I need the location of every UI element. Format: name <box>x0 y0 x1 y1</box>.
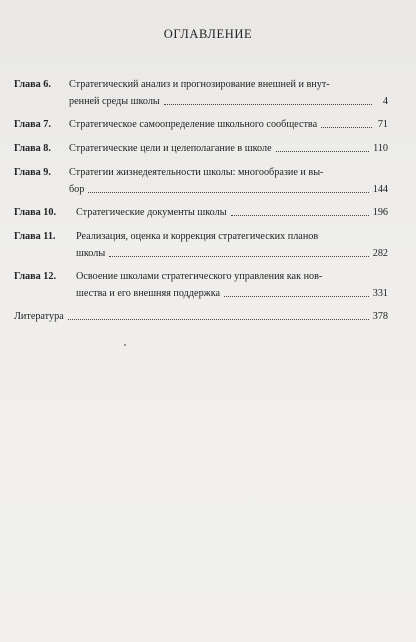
bibliography-label: Литература <box>14 311 64 322</box>
paper-speck <box>124 344 126 346</box>
chapter-label: Глава 9. <box>14 167 51 178</box>
chapter-label: Глава 7. <box>14 119 51 130</box>
chapter-title: Стратегические цели и целеполагание в школе <box>69 143 272 154</box>
chapter-title-continued: шества и его внешняя поддержка <box>76 288 221 299</box>
page-number: 71 <box>377 119 388 130</box>
page-number: 196 <box>372 207 388 218</box>
chapter-title-continued: школы <box>76 248 106 259</box>
leader-dots <box>321 127 372 128</box>
chapter-label: Глава 10. <box>14 207 57 218</box>
toc-entry-chapter-10[interactable] <box>14 206 388 219</box>
chapter-title: Стратегии жизнедеятельности школы: многообразие и вы- <box>69 167 324 178</box>
page-number: 282 <box>372 248 388 259</box>
toc-entry-chapter-9[interactable] <box>14 166 388 196</box>
page-number: 378 <box>372 311 388 322</box>
page-title: ОГЛАВЛЕНИЕ <box>163 27 253 41</box>
toc-entry-chapter-7[interactable] <box>14 118 388 131</box>
leader-dots <box>109 256 369 257</box>
chapter-title: Стратегический анализ и прогнозирование внешней и внут- <box>69 79 330 90</box>
page-number: 110 <box>373 143 388 154</box>
chapter-title: Реализация, оценка и коррекция стратегических планов <box>76 231 319 242</box>
chapter-label: Глава 11. <box>14 231 56 242</box>
chapter-title-continued: бор <box>69 184 85 195</box>
toc-entry-chapter-8[interactable] <box>14 142 388 155</box>
leader-dots <box>68 319 369 320</box>
table-of-contents <box>14 78 388 323</box>
chapter-title: Стратегические документы школы <box>76 207 227 218</box>
leader-dots <box>88 192 368 193</box>
page-number: 144 <box>372 184 388 195</box>
chapter-title: Стратегическое самоопределение школьного сообщества <box>69 119 318 130</box>
toc-entry-chapter-6[interactable] <box>14 78 388 108</box>
chapter-label: Глава 6. <box>14 79 51 90</box>
leader-dots <box>164 104 372 105</box>
chapter-label: Глава 8. <box>14 143 51 154</box>
chapter-title: Освоение школами стратегического управления как нов- <box>76 271 323 282</box>
leader-dots <box>276 151 369 152</box>
chapter-title-continued: ренней среды школы <box>69 96 160 107</box>
chapter-label: Глава 12. <box>14 271 57 282</box>
toc-entry-chapter-12[interactable] <box>14 270 388 300</box>
leader-dots <box>231 215 369 216</box>
leader-dots <box>224 296 369 297</box>
toc-entry-chapter-11[interactable] <box>14 230 388 260</box>
page-number: 331 <box>372 288 388 299</box>
toc-entry-bibliography[interactable] <box>14 310 388 323</box>
page-number: 4 <box>382 96 388 107</box>
